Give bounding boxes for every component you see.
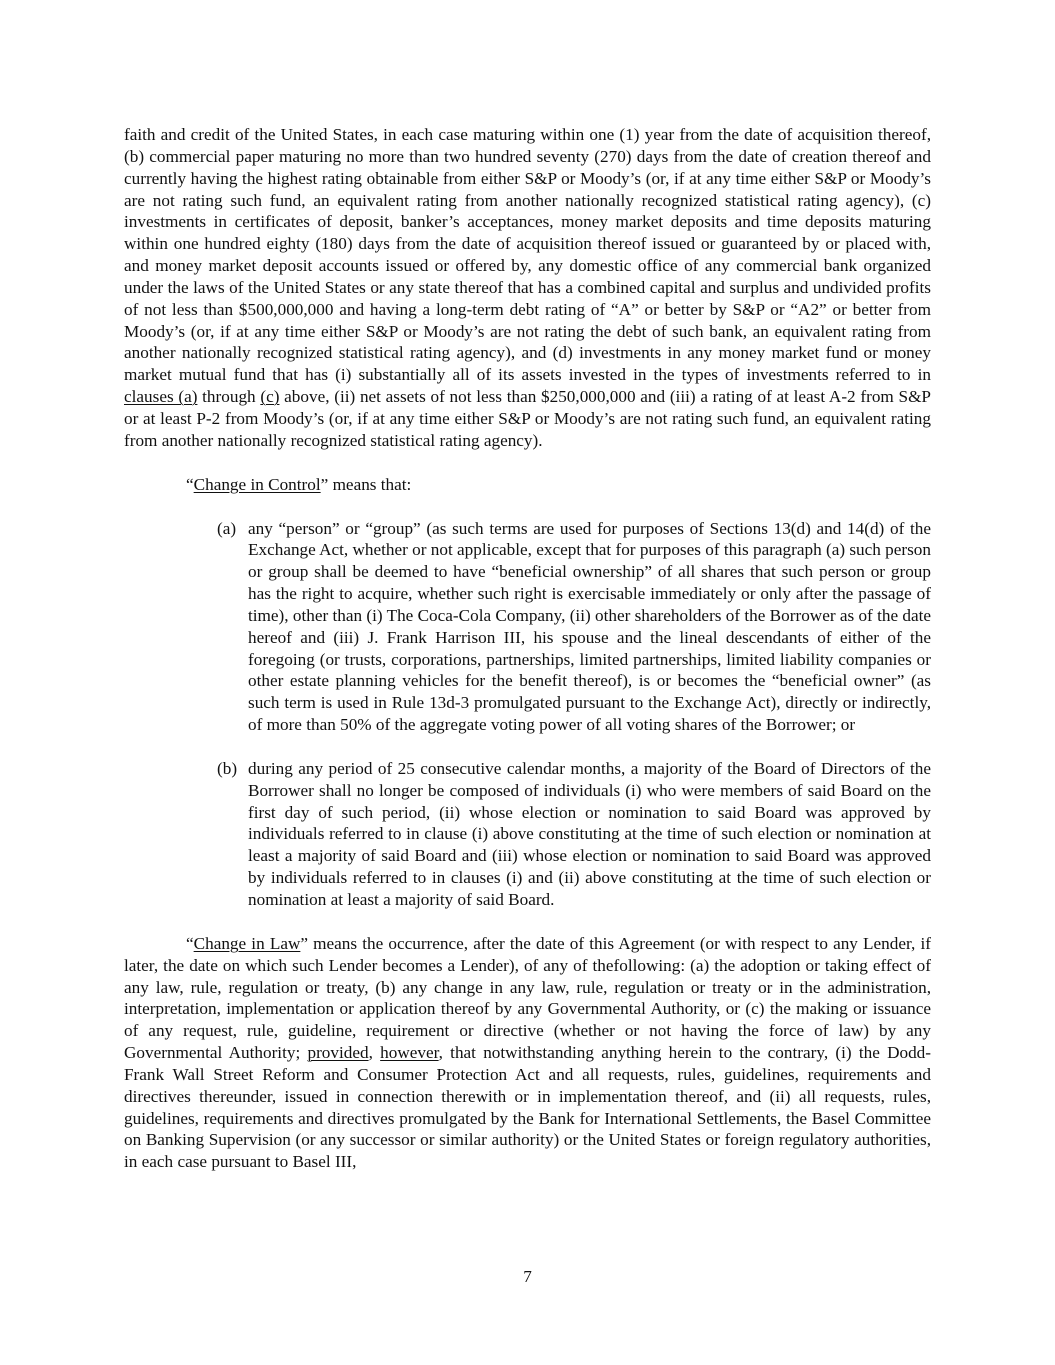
however-term: however	[380, 1043, 439, 1063]
change-in-control-term: Change in Control	[193, 474, 321, 494]
change-in-law-term: Change in Law	[193, 933, 301, 953]
cash-equivalents-text-2: through	[197, 387, 261, 407]
cash-equivalents-text-1: faith and credit of the United States, in each case maturing within one (1) year from the date of acquisition thereof, (b) commercial paper maturing no more than two hundred seventy (270) days from the date of creation thereof and currently having the highest rating obtainable from either S&P or Moody’s (or, if at any time either S&P or Moody’s are not rating such fund, an equivalent rating from another nationally recognized statistical rating agency), (c) investments in certificates of deposit, banker’s acceptances, money market deposits and time deposits maturing within one hundred eighty (180) days from the date of acquisition thereof issued or guaranteed by or placed with, and money market deposit accounts issued or offered by, any domestic office of any commercial bank organized under the laws of the United States or any state thereof that has a combined capital and surplus and undivided profits of not less than $500,000,000 and having a long-term debt rating of “A” or better by S&P or “A2” or better from Moody’s (or, if at any time either S&P or Moody’s are not rating the debt of such bank, an equivalent rating from another nationally recognized statistical rating agency), and (d) investments in any money market fund or money market mutual fund that has (i) substantially all of its assets invested in the types of investments referred to in	[124, 125, 931, 385]
provided-term: provided	[307, 1043, 369, 1063]
change-in-law-definition	[124, 933, 931, 1173]
item-text: any “person” or “group” (as such terms are used for purposes of Sections 13(d) and 14(d) of the Exchange Act, whether or not applicable, except that for purposes of this paragraph (a) such person or group shall be deemed to have “beneficial ownership” of all shares that such person or group has the right to acquire, whether such right is exercisable immediately or only after the passage of time), other than (i) The Coca-Cola Company, (ii) other shareholders of the Borrower as of the date hereof and (iii) J. Frank Harrison III, his spouse and the lineal descendants of either of the foregoing (or trusts, corporations, partnerships, limited partnerships, limited liability companies or other estate planning vehicles for the benefit thereof), is or becomes the “beneficial owner” (as such term is used in Rule 13d-3 promulgated pursuant to the Exchange Act), directly or indirectly, of more than 50% of the aggregate voting power of all voting shares of the Borrower; or	[248, 518, 931, 735]
open-quote: “	[186, 933, 194, 953]
change-in-control-item-b	[217, 758, 931, 911]
change-in-control-item-a	[217, 518, 931, 736]
change-in-control-definition	[124, 474, 931, 496]
open-quote: “	[186, 474, 194, 494]
clause-c-reference: (c)	[260, 387, 280, 407]
page-number: 7	[523, 1267, 532, 1286]
cash-equivalents-text-3: above, (ii) net assets of not less than $250,000,000 and (iii) a rating of at least A-2 from S&P or at least P-2 from Moody’s (or, if at any time either S&P or Moody’s are not rating such fund, an equivalent rating from another nationally recognized statistical rating agency).	[124, 387, 931, 450]
item-label: (a)	[217, 518, 237, 538]
item-text: during any period of 25 consecutive calendar months, a majority of the Board of Directors of the Borrower shall no longer be composed of individuals (i) who were members of said Board on the first day of such period, (ii) whose election or nomination to said Board was approved by individuals referred to in clause (i) above constituting at the time of such election or nomination at least a majority of said Board and (iii) whose election or nomination to said Board was approved by individuals referred to in clauses (i) and (ii) above constituting at the time of such election or nomination at least a majority of said Board.	[248, 758, 931, 909]
document-page	[124, 124, 931, 1173]
change-in-law-text-1: ” means the occurrence, after the date of this Agreement (or with respect to any Lender, if later, the date on which such Lender becomes a Lender), of any of thefollowing: (a) the adoption or taking effect of any law, rule, regulation or treaty, (b) any change in any law, rule, regulation or treaty or in the administration, interpretation, implementation or application thereof by any Governmental Authority, or (c) the making or issuance of any request, rule, guideline, requirement or directive (whether or not having the force of law) by any Governmental Authority;	[124, 933, 931, 1063]
cash-equivalents-continuation	[124, 124, 931, 452]
item-label: (b)	[217, 758, 238, 778]
change-in-control-intro: ” means that:	[320, 474, 412, 494]
clauses-a-reference: clauses (a)	[124, 387, 198, 407]
change-in-law-text-2: , that notwithstanding anything herein to the contrary, (i) the Dodd-Frank Wall Street Reform and Consumer Protection Act and all requests, rules, guidelines, requirements and directives thereunder, issued in connection therewith or in implementation thereof, and (ii) all requests, rules, guidelines, requirements and directives promulgated by the Bank for International Settlements, the Basel Committee on Banking Supervision (or any successor or similar authority) or the United States or foreign regulatory authorities, in each case pursuant to Basel III,	[124, 1043, 931, 1172]
separator-comma: ,	[368, 1043, 381, 1063]
